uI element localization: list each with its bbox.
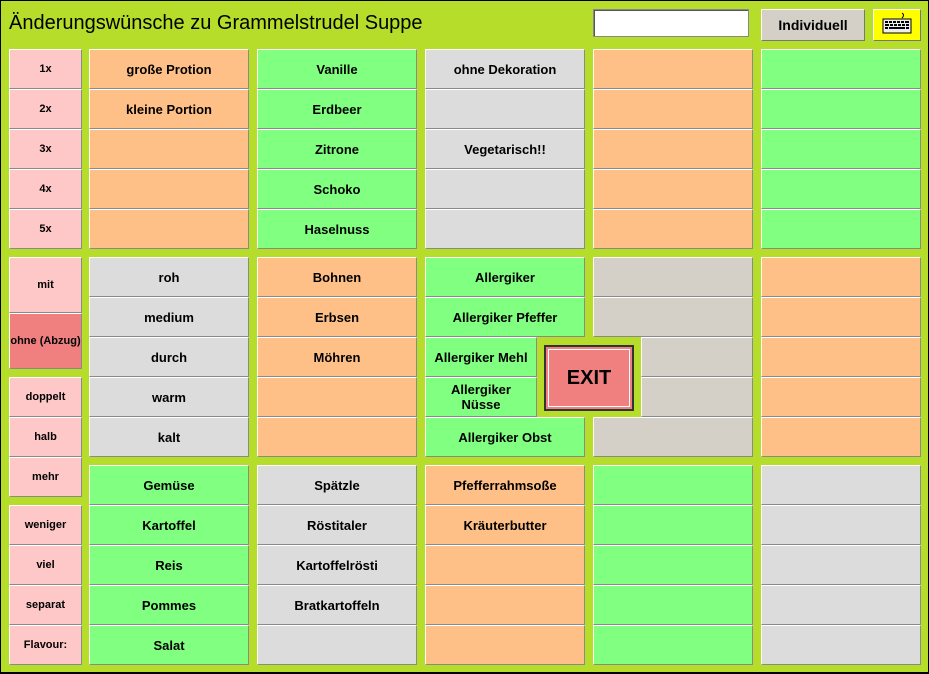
- option-empty[interactable]: [761, 297, 921, 337]
- option-empty[interactable]: [761, 465, 921, 505]
- option-moehren[interactable]: Möhren: [257, 337, 417, 377]
- option-empty[interactable]: [761, 49, 921, 89]
- option-allergiker-mehl[interactable]: Allergiker Mehl: [425, 337, 537, 377]
- option-reis[interactable]: Reis: [89, 545, 249, 585]
- option-empty[interactable]: [593, 129, 753, 169]
- option-empty[interactable]: [257, 625, 417, 665]
- individuell-button[interactable]: Individuell: [761, 9, 865, 41]
- option-erbsen[interactable]: Erbsen: [257, 297, 417, 337]
- option-empty[interactable]: [761, 545, 921, 585]
- search-input[interactable]: [593, 9, 749, 37]
- option-empty[interactable]: [761, 337, 921, 377]
- option-vanille[interactable]: Vanille: [257, 49, 417, 89]
- option-bohnen[interactable]: Bohnen: [257, 257, 417, 297]
- doppelt-button[interactable]: doppelt: [9, 377, 82, 417]
- option-durch[interactable]: durch: [89, 337, 249, 377]
- option-ohne-dekoration[interactable]: ohne Dekoration: [425, 49, 585, 89]
- option-empty[interactable]: [425, 209, 585, 249]
- option-zitrone[interactable]: Zitrone: [257, 129, 417, 169]
- option-empty[interactable]: [593, 505, 753, 545]
- option-kraeuterbutter[interactable]: Kräuterbutter: [425, 505, 585, 545]
- option-empty[interactable]: [761, 129, 921, 169]
- option-medium[interactable]: medium: [89, 297, 249, 337]
- page-title: Änderungswünsche zu Grammelstrudel Suppe: [9, 12, 423, 34]
- option-empty[interactable]: [257, 417, 417, 457]
- option-allergiker-pfeffer[interactable]: Allergiker Pfeffer: [425, 297, 585, 337]
- quantity-4x-button[interactable]: 4x: [9, 169, 82, 209]
- option-empty[interactable]: [593, 209, 753, 249]
- option-gemuese[interactable]: Gemüse: [89, 465, 249, 505]
- option-roh[interactable]: roh: [89, 257, 249, 297]
- option-empty[interactable]: [89, 169, 249, 209]
- app-window: [1, 1, 928, 672]
- quantity-2x-button[interactable]: 2x: [9, 89, 82, 129]
- quantity-3x-button[interactable]: 3x: [9, 129, 82, 169]
- option-warm[interactable]: warm: [89, 377, 249, 417]
- option-empty[interactable]: [761, 257, 921, 297]
- option-allergiker[interactable]: Allergiker: [425, 257, 585, 297]
- option-empty[interactable]: [593, 417, 753, 457]
- option-empty[interactable]: [761, 89, 921, 129]
- option-empty[interactable]: [593, 257, 753, 297]
- option-spaetzle[interactable]: Spätzle: [257, 465, 417, 505]
- option-empty[interactable]: [425, 89, 585, 129]
- option-allergiker-obst[interactable]: Allergiker Obst: [425, 417, 585, 457]
- flavour-button[interactable]: Flavour:: [9, 625, 82, 665]
- keyboard-icon: [882, 12, 912, 39]
- mehr-button[interactable]: mehr: [9, 457, 82, 497]
- option-empty[interactable]: [425, 585, 585, 625]
- option-empty[interactable]: [761, 585, 921, 625]
- option-kleine-portion[interactable]: kleine Portion: [89, 89, 249, 129]
- option-kartoffelroesti[interactable]: Kartoffelrösti: [257, 545, 417, 585]
- quantity-1x-button[interactable]: 1x: [9, 49, 82, 89]
- option-empty[interactable]: [761, 505, 921, 545]
- option-erdbeer[interactable]: Erdbeer: [257, 89, 417, 129]
- option-empty[interactable]: [593, 297, 753, 337]
- option-empty[interactable]: [761, 169, 921, 209]
- exit-button[interactable]: EXIT: [544, 345, 634, 411]
- mit-button[interactable]: mit: [9, 257, 82, 313]
- option-empty[interactable]: [593, 625, 753, 665]
- option-empty[interactable]: [761, 377, 921, 417]
- option-empty[interactable]: [425, 545, 585, 585]
- option-grosse-portion[interactable]: große Protion: [89, 49, 249, 89]
- option-empty[interactable]: [593, 169, 753, 209]
- option-empty[interactable]: [593, 89, 753, 129]
- option-empty[interactable]: [425, 625, 585, 665]
- separat-button[interactable]: separat: [9, 585, 82, 625]
- option-empty[interactable]: [593, 545, 753, 585]
- option-empty[interactable]: [641, 377, 753, 417]
- option-haselnuss[interactable]: Haselnuss: [257, 209, 417, 249]
- option-empty[interactable]: [425, 169, 585, 209]
- option-schoko[interactable]: Schoko: [257, 169, 417, 209]
- halb-button[interactable]: halb: [9, 417, 82, 457]
- option-kalt[interactable]: kalt: [89, 417, 249, 457]
- option-empty[interactable]: [257, 377, 417, 417]
- option-vegetarisch[interactable]: Vegetarisch!!: [425, 129, 585, 169]
- option-empty[interactable]: [593, 585, 753, 625]
- viel-button[interactable]: viel: [9, 545, 82, 585]
- option-pfefferrahmsosse[interactable]: Pfefferrahmsoße: [425, 465, 585, 505]
- keyboard-button[interactable]: [873, 9, 921, 41]
- option-empty[interactable]: [761, 625, 921, 665]
- option-salat[interactable]: Salat: [89, 625, 249, 665]
- option-allergiker-nuesse[interactable]: Allergiker Nüsse: [425, 377, 537, 417]
- option-empty[interactable]: [761, 417, 921, 457]
- weniger-button[interactable]: weniger: [9, 505, 82, 545]
- option-empty[interactable]: [89, 129, 249, 169]
- quantity-5x-button[interactable]: 5x: [9, 209, 82, 249]
- option-roestitaler[interactable]: Röstitaler: [257, 505, 417, 545]
- option-kartoffel[interactable]: Kartoffel: [89, 505, 249, 545]
- option-empty[interactable]: [593, 49, 753, 89]
- option-bratkartoffeln[interactable]: Bratkartoffeln: [257, 585, 417, 625]
- option-pommes[interactable]: Pommes: [89, 585, 249, 625]
- option-empty[interactable]: [89, 209, 249, 249]
- option-empty[interactable]: [593, 465, 753, 505]
- option-empty[interactable]: [761, 209, 921, 249]
- option-empty[interactable]: [641, 337, 753, 377]
- ohne-abzug-button[interactable]: ohne (Abzug): [9, 313, 82, 369]
